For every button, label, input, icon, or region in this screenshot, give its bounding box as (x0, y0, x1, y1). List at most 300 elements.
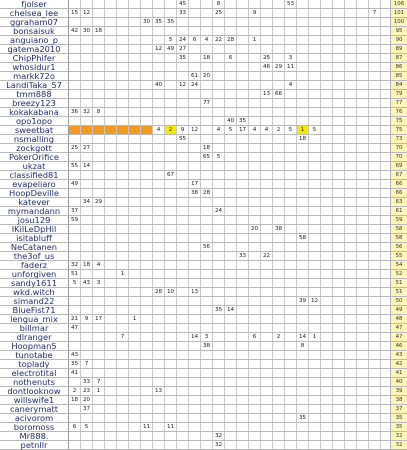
player-name: tmm888 (0, 90, 69, 98)
total-score: 76 (390, 108, 407, 116)
player-name: BlueFist71 (0, 306, 69, 314)
grid-cell (345, 324, 357, 332)
grid-cell (357, 378, 369, 386)
total-score: 39 (390, 387, 407, 395)
grid-cell (237, 9, 249, 17)
player-name: whosidur1 (0, 63, 69, 71)
grid-cell (129, 198, 141, 206)
grid-cell (297, 45, 309, 53)
grid-cell (141, 45, 153, 53)
grid-cell (333, 189, 345, 197)
grid-cell (249, 99, 261, 107)
grid-cell: 7 (117, 333, 129, 341)
grid-cell (153, 414, 165, 422)
table-row (0, 342, 407, 351)
grid-cell (117, 180, 129, 188)
player-name: willswife1 (0, 396, 69, 404)
grid-cell (129, 351, 141, 359)
table-row (0, 63, 407, 72)
grid-cell (153, 54, 165, 62)
grid-cell (213, 414, 225, 422)
grid-cell (105, 9, 117, 17)
grid-cell (261, 243, 273, 251)
grid-cell (81, 342, 93, 350)
grid-cell (237, 72, 249, 80)
grid-cell (285, 360, 297, 368)
grid-cell: 7 (81, 360, 93, 368)
grid-cell (177, 27, 189, 35)
grid-cell (93, 99, 105, 107)
grid-cell (105, 27, 117, 35)
grid-cell (333, 279, 345, 287)
grid-cell (261, 414, 273, 422)
grid-cell (345, 81, 357, 89)
grid-cell (321, 81, 333, 89)
grid-cell (333, 36, 345, 44)
grid-cell (345, 315, 357, 323)
table-row (0, 405, 407, 414)
grid-cell (297, 153, 309, 161)
grid-cell (369, 387, 381, 395)
grid-cell (261, 351, 273, 359)
grid-cell (225, 333, 237, 341)
table-row (0, 216, 407, 225)
grid-cell (297, 360, 309, 368)
grid-cell (153, 315, 165, 323)
grid-cell (249, 279, 261, 287)
grid-cell (333, 414, 345, 422)
grid-cell (237, 144, 249, 152)
table-row (0, 117, 407, 126)
grid-cell (189, 342, 201, 350)
grid-cell (321, 396, 333, 404)
grid-cell (369, 423, 381, 431)
grid-cell (273, 288, 285, 296)
grid-cell (309, 108, 321, 116)
grid-cell (273, 45, 285, 53)
grid-cell: 41 (69, 369, 81, 377)
grid-cell: 4 (213, 126, 225, 134)
grid-cell (129, 126, 141, 134)
grid-cell (249, 387, 261, 395)
grid-cell (105, 306, 117, 314)
grid-cell (261, 423, 273, 431)
grid-cell: 4 (249, 126, 261, 134)
grid-cell: 61 (189, 72, 201, 80)
grid-cell (273, 324, 285, 332)
total-score: 47 (390, 333, 407, 341)
player-name: toplady (0, 360, 69, 368)
grid-cell: 32 (213, 441, 225, 449)
grid-cell (309, 351, 321, 359)
grid-cell (237, 351, 249, 359)
grid-cell (369, 333, 381, 341)
grid-cell (309, 54, 321, 62)
grid-cell: 33 (177, 9, 189, 17)
grid-cell (81, 135, 93, 143)
grid-cell (333, 126, 345, 134)
grid-cell (129, 387, 141, 395)
grid-cell (93, 153, 105, 161)
grid-cell (369, 441, 381, 449)
grid-cell (225, 441, 237, 449)
grid-cell (165, 279, 177, 287)
grid-cell (321, 36, 333, 44)
grid-cell (285, 333, 297, 341)
grid-cell (285, 270, 297, 278)
grid-cell (141, 387, 153, 395)
grid-cell: 10 (165, 288, 177, 296)
grid-cell: 3 (93, 279, 105, 287)
grid-cell (261, 144, 273, 152)
grid-cell (285, 225, 297, 233)
grid-cell (213, 45, 225, 53)
grid-cell (129, 9, 141, 17)
player-name: canerymatt (0, 405, 69, 413)
grid-cell (297, 108, 309, 116)
grid-cell (237, 342, 249, 350)
grid-cell (297, 171, 309, 179)
grid-cell (93, 432, 105, 440)
table-row (0, 99, 407, 108)
grid-cell (309, 144, 321, 152)
grid-cell (105, 0, 117, 8)
grid-cell (285, 324, 297, 332)
player-name: nsmalling (0, 135, 69, 143)
grid-cell: 18 (69, 396, 81, 404)
grid-cell (177, 369, 189, 377)
grid-cell: 28 (153, 288, 165, 296)
grid-cell (369, 198, 381, 206)
grid-cell: 18 (297, 135, 309, 143)
grid-cell (177, 99, 189, 107)
grid-cell (69, 225, 81, 233)
grid-cell (345, 333, 357, 341)
grid-cell (333, 72, 345, 80)
grid-cell (333, 216, 345, 224)
grid-cell (225, 414, 237, 422)
player-name: faderz (0, 261, 69, 269)
grid-cell (237, 90, 249, 98)
grid-cell (345, 279, 357, 287)
grid-cell: 37 (81, 405, 93, 413)
total-score: 87 (390, 54, 407, 62)
grid-cell: 5 (285, 126, 297, 134)
total-score: 35 (390, 414, 407, 422)
grid-cell (309, 432, 321, 440)
grid-cell (297, 288, 309, 296)
grid-cell (177, 252, 189, 260)
grid-cell (105, 414, 117, 422)
total-score: 42 (390, 360, 407, 368)
player-name: markk72o (0, 72, 69, 80)
grid-cell (69, 171, 81, 179)
grid-cell (225, 369, 237, 377)
grid-cell (369, 270, 381, 278)
grid-cell (345, 108, 357, 116)
table-row (0, 234, 407, 243)
total-score: 67 (390, 171, 407, 179)
grid-cell (189, 387, 201, 395)
table-row (0, 243, 407, 252)
grid-cell (189, 9, 201, 17)
grid-cell (369, 126, 381, 134)
total-score: 51 (390, 279, 407, 287)
grid-cell (345, 414, 357, 422)
grid-cell (177, 351, 189, 359)
grid-cell (321, 180, 333, 188)
grid-cell (297, 216, 309, 224)
grid-cell (345, 171, 357, 179)
grid-cell: 1 (297, 126, 309, 134)
grid-cell (165, 297, 177, 305)
grid-cell (141, 342, 153, 350)
grid-cell (81, 90, 93, 98)
grid-cell: 59 (69, 216, 81, 224)
grid-cell (261, 369, 273, 377)
grid-cell: 5 (213, 153, 225, 161)
grid-cell (129, 441, 141, 449)
grid-cell (237, 189, 249, 197)
table-row (0, 45, 407, 54)
grid-cell (273, 297, 285, 305)
table-row (0, 189, 407, 198)
table-row (0, 288, 407, 297)
grid-cell (309, 27, 321, 35)
grid-cell (333, 108, 345, 116)
grid-cell: 29 (273, 63, 285, 71)
grid-cell (141, 414, 153, 422)
grid-cell (105, 36, 117, 44)
grid-cell (201, 414, 213, 422)
total-score: 58 (390, 234, 407, 242)
grid-cell (321, 405, 333, 413)
grid-cell (165, 225, 177, 233)
grid-cell: 17 (189, 180, 201, 188)
grid-cell (357, 126, 369, 134)
grid-cell (345, 54, 357, 62)
grid-cell (141, 315, 153, 323)
grid-cell (321, 441, 333, 449)
grid-cell (189, 135, 201, 143)
grid-cell (105, 72, 117, 80)
grid-cell (105, 162, 117, 170)
grid-cell (345, 261, 357, 269)
grid-cell (237, 378, 249, 386)
grid-cell (333, 9, 345, 17)
grid-cell (357, 81, 369, 89)
grid-cell (321, 144, 333, 152)
grid-cell (201, 441, 213, 449)
grid-cell (177, 270, 189, 278)
grid-cell (93, 117, 105, 125)
table-row (0, 0, 407, 9)
grid-cell (153, 360, 165, 368)
table-row (0, 423, 407, 432)
grid-cell (357, 243, 369, 251)
grid-cell (357, 54, 369, 62)
grid-cell (153, 423, 165, 431)
grid-cell (177, 216, 189, 224)
grid-cell (201, 396, 213, 404)
total-score: 89 (390, 45, 407, 53)
grid-cell (225, 396, 237, 404)
grid-cell (81, 207, 93, 215)
grid-cell (129, 18, 141, 26)
grid-cell (141, 153, 153, 161)
grid-cell (69, 90, 81, 98)
total-score: 63 (390, 198, 407, 206)
grid-cell (81, 414, 93, 422)
total-score: 46 (390, 342, 407, 350)
player-name: mymandann (0, 207, 69, 215)
grid-cell (261, 333, 273, 341)
grid-cell (285, 279, 297, 287)
grid-cell (201, 126, 213, 134)
total-score: 49 (390, 306, 407, 314)
grid-cell (273, 252, 285, 260)
grid-cell (357, 0, 369, 8)
grid-cell: 51 (69, 270, 81, 278)
grid-cell (333, 423, 345, 431)
table-row (0, 225, 407, 234)
grid-cell (129, 72, 141, 80)
grid-cell (273, 9, 285, 17)
table-row (0, 279, 407, 288)
player-name: opo1opo (0, 117, 69, 125)
grid-cell (129, 234, 141, 242)
grid-cell (81, 180, 93, 188)
grid-cell (141, 405, 153, 413)
grid-cell (225, 351, 237, 359)
grid-cell (321, 126, 333, 134)
grid-cell (297, 405, 309, 413)
grid-cell (93, 72, 105, 80)
grid-cell (309, 252, 321, 260)
grid-cell (225, 387, 237, 395)
grid-cell (129, 360, 141, 368)
grid-cell (105, 333, 117, 341)
grid-cell (165, 117, 177, 125)
grid-cell: 58 (297, 234, 309, 242)
grid-cell (225, 90, 237, 98)
grid-cell (93, 63, 105, 71)
grid-cell: 3 (201, 333, 213, 341)
grid-cell (297, 189, 309, 197)
grid-cell (165, 81, 177, 89)
grid-cell (165, 153, 177, 161)
grid-cell (69, 234, 81, 242)
grid-cell (189, 441, 201, 449)
grid-cell (177, 90, 189, 98)
grid-cell (177, 396, 189, 404)
table-row (0, 378, 407, 387)
grid-cell (369, 234, 381, 242)
grid-cell (213, 243, 225, 251)
grid-cell: 18 (93, 27, 105, 35)
grid-cell (309, 180, 321, 188)
grid-cell (117, 72, 129, 80)
grid-cell (129, 297, 141, 305)
total-score: 66 (390, 180, 407, 188)
grid-cell (357, 405, 369, 413)
player-name: fjolser (0, 0, 69, 8)
grid-cell (81, 252, 93, 260)
grid-cell (141, 351, 153, 359)
grid-cell (105, 288, 117, 296)
grid-cell (261, 279, 273, 287)
grid-cell (117, 441, 129, 449)
grid-cell (249, 351, 261, 359)
grid-cell (261, 117, 273, 125)
grid-cell (333, 396, 345, 404)
table-row (0, 90, 407, 99)
grid-cell (333, 135, 345, 143)
grid-cell (93, 54, 105, 62)
grid-cell (369, 117, 381, 125)
table-row (0, 360, 407, 369)
grid-cell (177, 360, 189, 368)
grid-cell: 25 (213, 9, 225, 17)
grid-cell (285, 153, 297, 161)
grid-cell (105, 270, 117, 278)
grid-cell (249, 378, 261, 386)
grid-cell (141, 225, 153, 233)
grid-cell: 4 (93, 261, 105, 269)
grid-cell (369, 189, 381, 197)
grid-cell: 65 (201, 153, 213, 161)
grid-cell (297, 225, 309, 233)
table-row (0, 162, 407, 171)
grid-cell (261, 162, 273, 170)
grid-cell (321, 279, 333, 287)
grid-cell (249, 45, 261, 53)
grid-cell (369, 171, 381, 179)
player-name: bonsaisuk (0, 27, 69, 35)
grid-cell (357, 288, 369, 296)
player-name: lengua_mix (0, 315, 69, 323)
player-name: the3of_us (0, 252, 69, 260)
player-name: electrotital (0, 369, 69, 377)
grid-cell (249, 252, 261, 260)
grid-cell (297, 243, 309, 251)
grid-cell (177, 324, 189, 332)
grid-cell (129, 279, 141, 287)
grid-cell (213, 423, 225, 431)
grid-cell (369, 342, 381, 350)
grid-cell: 22 (261, 252, 273, 260)
total-score: 79 (390, 90, 407, 98)
grid-cell (285, 216, 297, 224)
grid-cell (105, 432, 117, 440)
grid-cell (309, 225, 321, 233)
grid-cell (189, 414, 201, 422)
grid-cell (201, 270, 213, 278)
grid-cell (141, 432, 153, 440)
grid-cell (165, 243, 177, 251)
grid-cell: 13 (261, 90, 273, 98)
total-score: 70 (390, 144, 407, 152)
grid-cell: 15 (69, 9, 81, 17)
grid-cell (261, 342, 273, 350)
grid-cell (309, 9, 321, 17)
grid-cell (213, 162, 225, 170)
grid-cell (285, 27, 297, 35)
grid-cell (249, 90, 261, 98)
grid-cell (285, 288, 297, 296)
grid-cell (285, 378, 297, 386)
table-row (0, 387, 407, 396)
